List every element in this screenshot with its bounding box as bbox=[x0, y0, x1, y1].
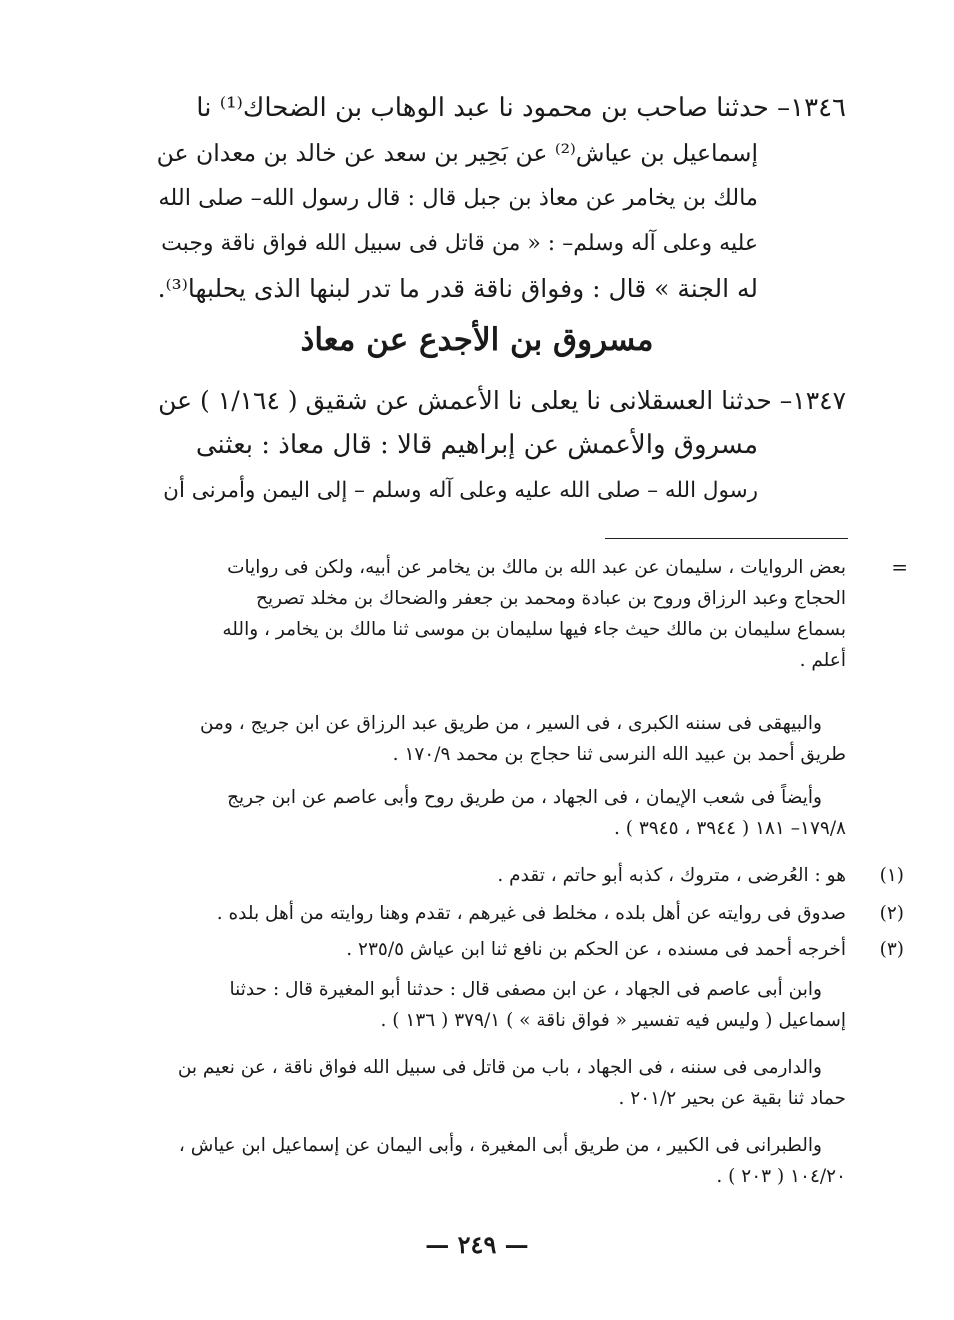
hadith-line: ١٣٤٦– حدثنا صاحب بن محمود نا عبد الوهاب بن الضحاك⁽¹⁾ نا bbox=[196, 93, 846, 123]
footnote-line: والبيهقى فى سننه الكبرى ، فى السير ، من طريق عبد الرزاق عن ابن جريج ، ومن bbox=[199, 713, 822, 734]
footnote-line: ١٠٤/٢٠ ( ٢٠٣ ) . bbox=[716, 1166, 846, 1187]
hadith-line: ١٣٤٧– حدثنا العسقلانى نا يعلى نا الأعمش عن شقيق ( ١/١٦٤ ) عن bbox=[158, 386, 846, 415]
footnote-line: والطبرانى فى الكبير ، من طريق أبى المغيرة ، وأبى اليمان عن إسماعيل ابن عياش ، bbox=[178, 1135, 822, 1156]
footnote-shuab bbox=[156, 782, 846, 844]
footnote-ibn-abi-asim bbox=[156, 974, 846, 1036]
footnote-line: ١٧٩/٨– ١٨١ ( ٣٩٤٤ ، ٣٩٤٥ ) . bbox=[613, 818, 846, 839]
footnote-1 bbox=[156, 860, 904, 891]
hadith-line: له الجنة » قال : وفواق ناقة قدر ما تدر لبنها الذى يحلبها⁽³⁾. bbox=[157, 274, 758, 303]
continuation-mark: = bbox=[891, 555, 908, 579]
page-number: — ٢٤٩ — bbox=[425, 1230, 529, 1259]
footnote-line: وابن أبى عاصم فى الجهاد ، عن ابن مصفى قال : حدثنا أبو المغيرة قال : حدثنا bbox=[229, 979, 822, 1000]
footnote-line: إسماعيل ( وليس فيه تفسير « فواق ناقة » ) ٣٧٩/١ ( ١٣٦ ) . bbox=[380, 1010, 846, 1031]
footnote-line: الحجاج وعبد الرزاق وروح بن عبادة ومحمد بن جعفر والضحاك بن مخلد تصريح bbox=[256, 588, 846, 609]
footnote-line: صدوق فى روايته عن أهل بلده ، مخلط فى غيرهم ، تقدم وهنا روايته من أهل بلده . bbox=[216, 903, 846, 924]
footnote-continuation bbox=[156, 552, 908, 676]
footnote-line: بسماع سليمان بن مالك حيث جاء فيها سليمان بن موسى ثنا مالك بن يخامر ، والله bbox=[222, 619, 846, 640]
hadith-line: عليه وعلى آله وسلم– : « من قاتل فى سبيل الله فواق ناقة وجبت bbox=[161, 231, 758, 256]
hadith-line: مالك بن يخامر عن معاذ بن جبل قال : قال رسول الله– صلى الله bbox=[158, 185, 758, 211]
footnote-line: طريق أحمد بن عبيد الله النرسى ثنا حجاج بن محمد ١٧٠/٩ . bbox=[392, 744, 846, 765]
footnote-tabarani bbox=[156, 1130, 846, 1192]
footnote-line: والدارمى فى سننه ، فى الجهاد ، باب من قاتل فى سبيل الله فواق ناقة ، عن نعيم بن bbox=[177, 1057, 822, 1078]
footnote-line: حماد ثنا بقية عن بحير ٢٠١/٢ . bbox=[618, 1088, 846, 1109]
footnote-darimi bbox=[156, 1052, 846, 1114]
footnote-number: (٣) bbox=[879, 939, 904, 960]
hadith-line: رسول الله – صلى الله عليه وعلى آله وسلم – إلى اليمن وأمرنى أن bbox=[163, 478, 758, 503]
footnote-line: بعض الروايات ، سليمان عن عبد الله بن مالك بن يخامر عن أبيه، ولكن فى روايات bbox=[227, 557, 846, 578]
footnote-number: (٢) bbox=[879, 903, 904, 924]
section-heading: مسروق بن الأجدع عن معاذ bbox=[300, 322, 654, 358]
hadith-line: مسروق والأعمش عن إبراهيم قالا : قال معاذ : بعثنى bbox=[195, 430, 758, 460]
footnote-separator bbox=[605, 538, 848, 539]
hadith-1346 bbox=[156, 86, 846, 311]
footnote-number: (١) bbox=[879, 865, 904, 886]
footnote-line: أعلم . bbox=[799, 650, 846, 671]
footnote-3 bbox=[156, 934, 904, 965]
footnote-bayhaqi bbox=[156, 708, 846, 770]
footnote-2 bbox=[156, 898, 904, 929]
footnote-line: هو : العُرضى ، متروك ، كذبه أبو حاتم ، تقدم . bbox=[497, 865, 846, 886]
footnote-line: وأيضاً فى شعب الإيمان ، فى الجهاد ، من طريق روح وأبى عاصم عن ابن جريج bbox=[227, 787, 822, 808]
footnote-line: أخرجه أحمد فى مسنده ، عن الحكم بن نافع ثنا ابن عياش ٢٣٥/٥ . bbox=[346, 939, 846, 960]
hadith-1347 bbox=[156, 378, 846, 513]
hadith-line: إسماعيل بن عياش⁽²⁾ عن بَحِير بن سعد عن خالد بن معدان عن bbox=[156, 139, 758, 167]
